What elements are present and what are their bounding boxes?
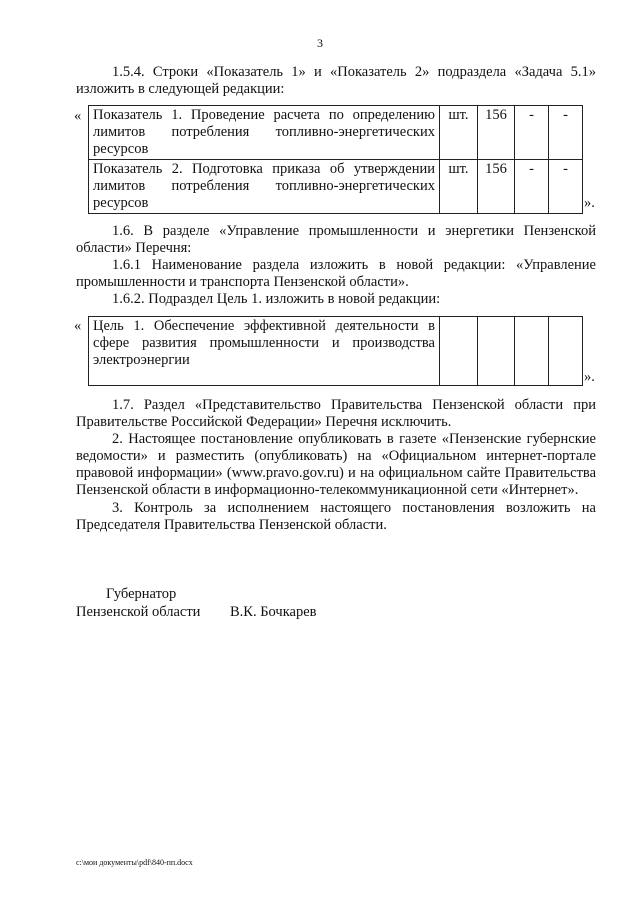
indicator-name-cell: Показатель 2. Подготовка приказа об утверждении лимитов потребления топливно-энергетических ресурсов (89, 160, 440, 214)
table1-open-quote: « (74, 108, 82, 124)
dash-cell: - (515, 160, 549, 214)
empty-cell (549, 317, 583, 386)
goal-table (88, 316, 583, 386)
goal-cell: Цель 1. Обеспечение эффективной деятельности в сфере развития промышленности и производства электроэнергии (89, 317, 440, 386)
table-row (89, 317, 583, 386)
paragraph-1-6: 1.6. В разделе «Управление промышленности и энергетики Пензенской области» Перечня: (76, 223, 596, 256)
paragraph-3: 3. Контроль за исполнением настоящего постановления возложить на Председателя Правительства Пензенской области. (76, 500, 596, 533)
empty-cell (515, 317, 549, 386)
signature-title-line1: Губернатор (106, 586, 177, 602)
paragraph-1-6-2: 1.6.2. Подраздел Цель 1. изложить в новой редакции: (112, 291, 441, 307)
signature-name: В.К. Бочкарев (230, 604, 317, 620)
unit-cell: шт. (440, 106, 478, 160)
paragraph-1-7: 1.7. Раздел «Представительство Правительства Пензенской области при Правительстве Российской Федерации» Перечня исключить. (76, 397, 596, 430)
value-cell: 156 (478, 106, 515, 160)
paragraph-1-6-1: 1.6.1 Наименование раздела изложить в новой редакции: «Управление промышленности и транспорта Пензенской области». (76, 257, 596, 290)
indicators-table (88, 105, 583, 214)
paragraph-1-5-4: 1.5.4. Строки «Показатель 1» и «Показатель 2» подраздела «Задача 5.1» изложить в следующей редакции: (76, 64, 596, 97)
table2-open-quote: « (74, 318, 82, 334)
indicator-name-cell: Показатель 1. Проведение расчета по определению лимитов потребления топливно-энергетических ресурсов (89, 106, 440, 160)
table1-close-quote: ». (584, 195, 595, 211)
dash-cell: - (515, 106, 549, 160)
footer-file-path: c:\мои документы\pdf\840-пп.docx (76, 858, 193, 867)
dash-cell: - (549, 160, 583, 214)
unit-cell: шт. (440, 160, 478, 214)
empty-cell (440, 317, 478, 386)
page-number: 3 (317, 36, 323, 50)
dash-cell: - (549, 106, 583, 160)
value-cell: 156 (478, 160, 515, 214)
table-row (89, 160, 583, 214)
table-row (89, 106, 583, 160)
signature-title-line2: Пензенской области (76, 604, 201, 620)
empty-cell (478, 317, 515, 386)
paragraph-2: 2. Настоящее постановление опубликовать в газете «Пензенские губернские ведомости» и разместить (опубликовать) на «Официальном интернет-портале правовой информации» (www.pravo.gov.ru) и на официальном сайте Правительства Пензенской области в информационно-телекоммуникационной сети «Интернет». (76, 431, 596, 498)
table2-close-quote: ». (584, 369, 595, 385)
